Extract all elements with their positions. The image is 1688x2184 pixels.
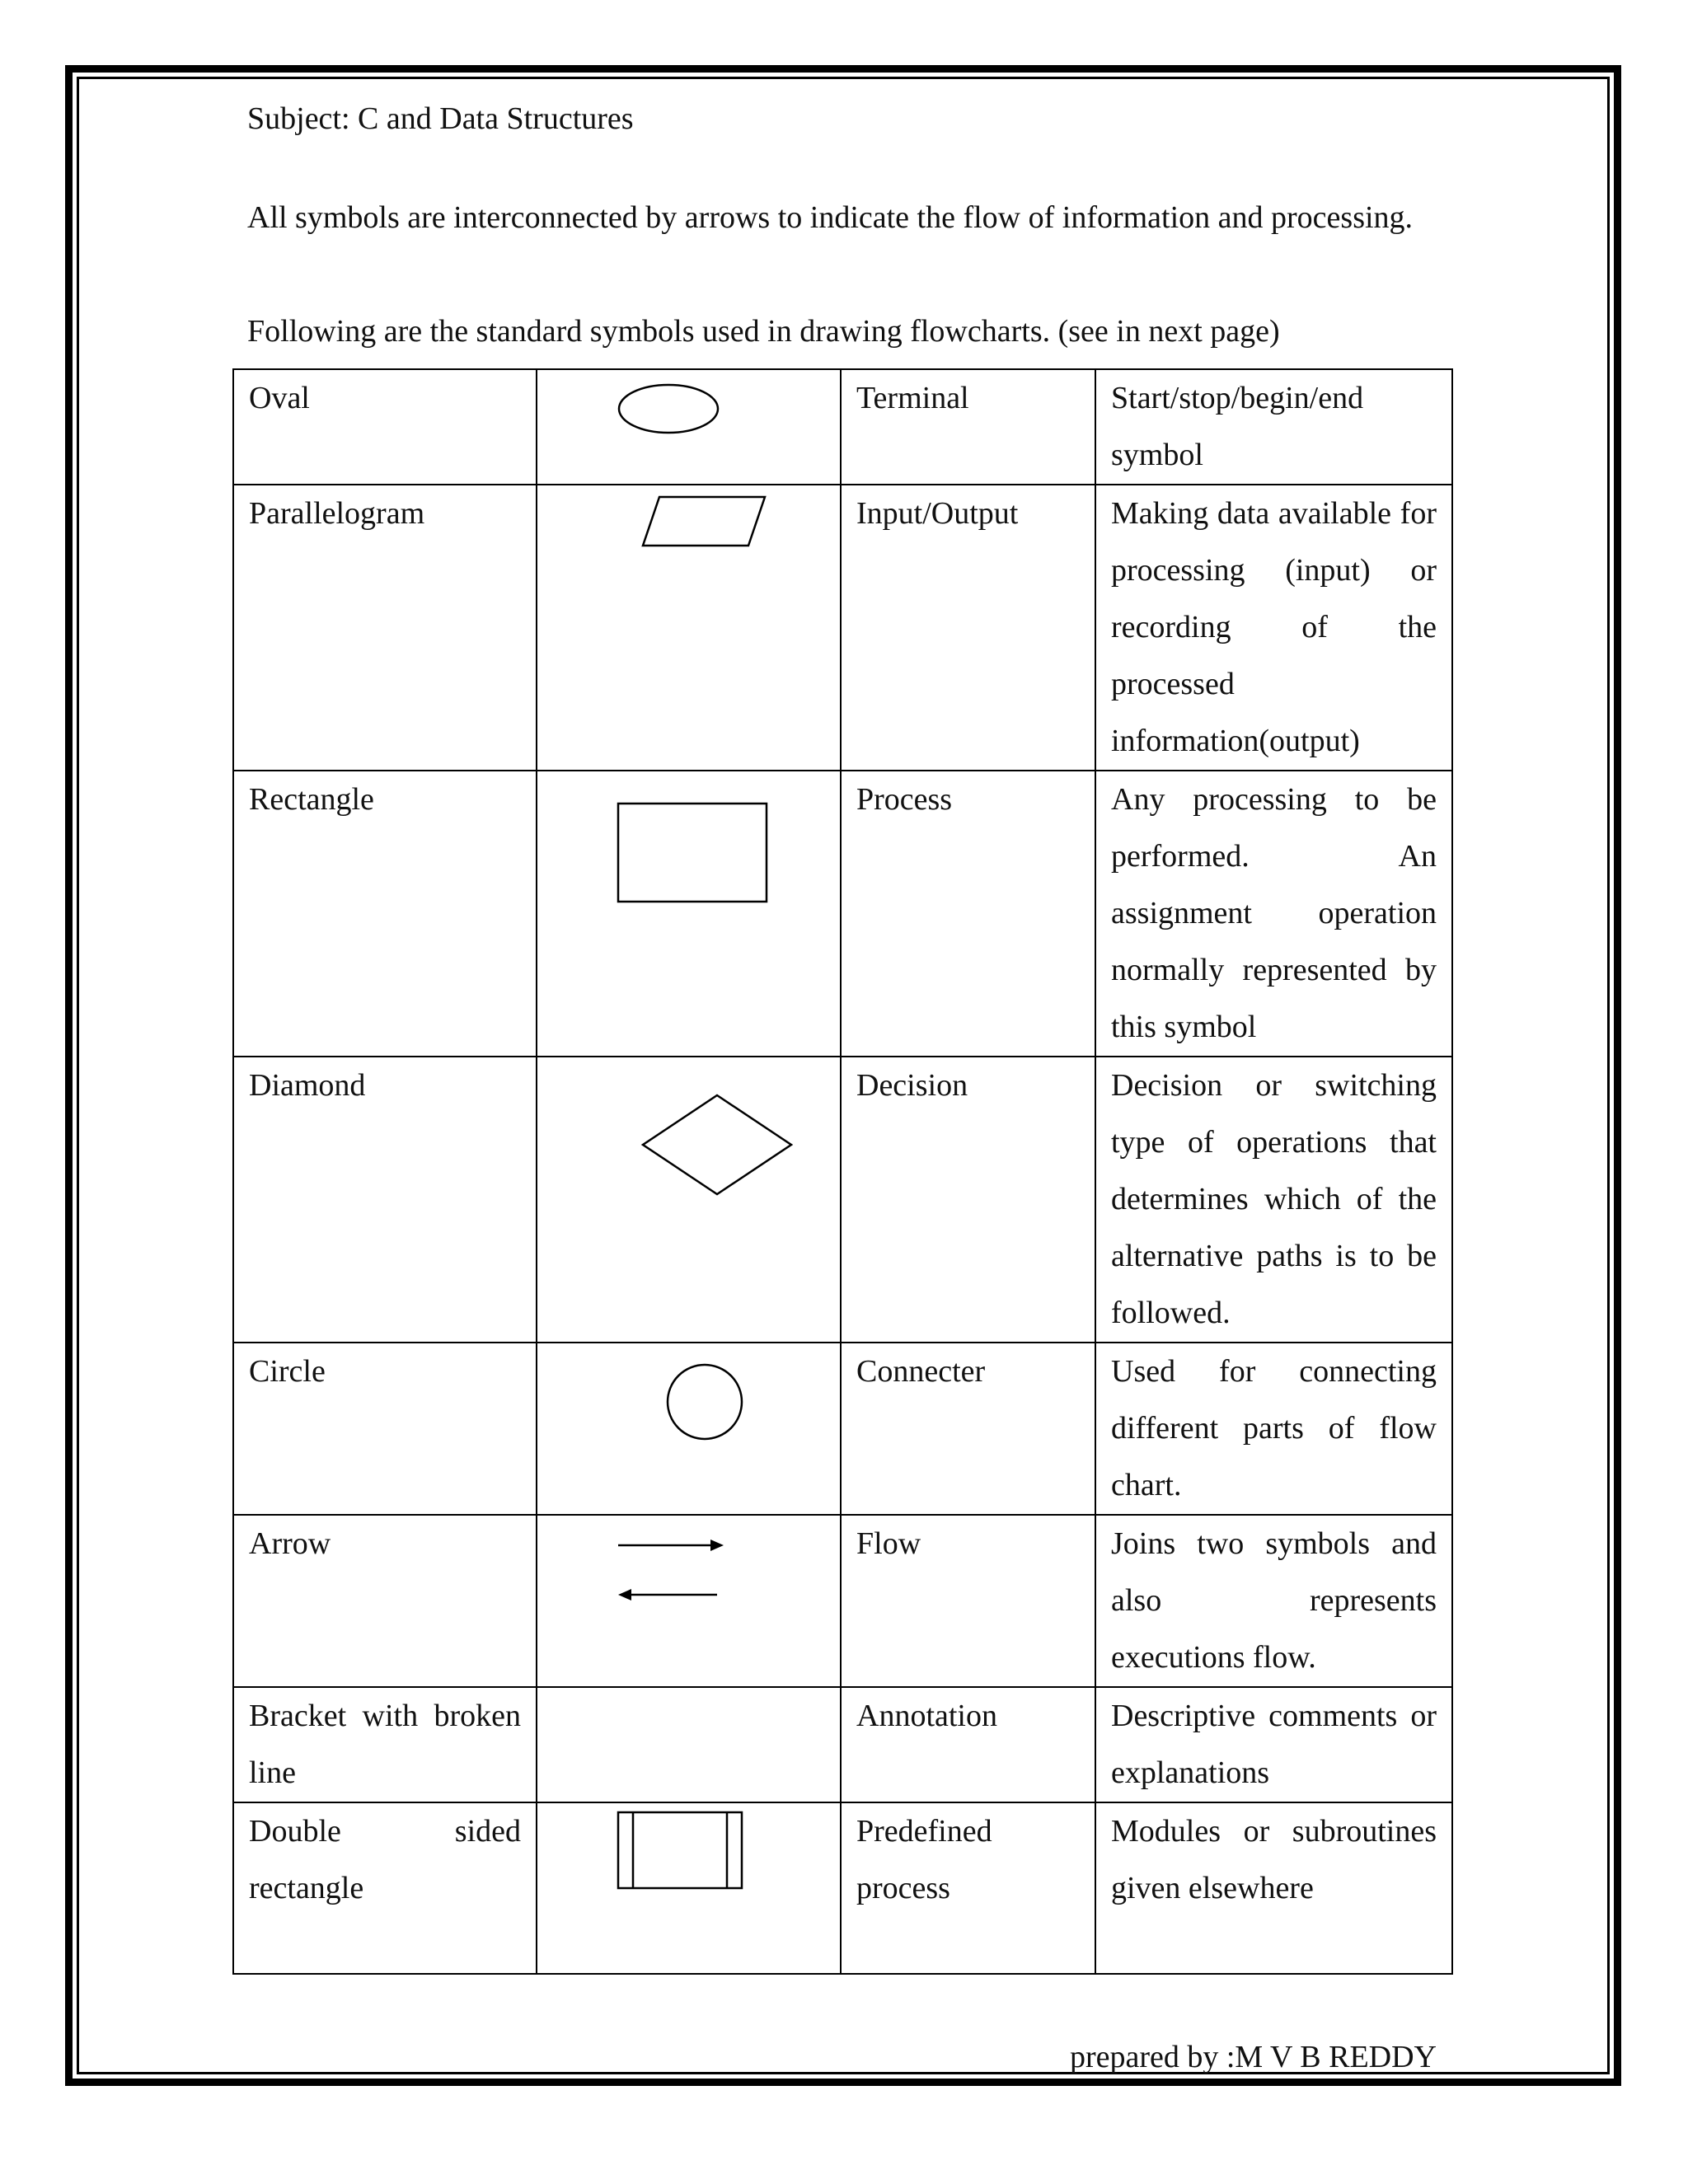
symbol-cell bbox=[537, 369, 841, 485]
symbol-function: Decision bbox=[841, 1057, 1095, 1343]
prepared-by: prepared by :M V B REDDY bbox=[1069, 2040, 1437, 2074]
symbol-name: Double sided rectangle bbox=[233, 1802, 537, 1974]
symbol-description: Modules or subroutines given elsewhere bbox=[1095, 1802, 1452, 1974]
symbol-function: Connecter bbox=[841, 1343, 1095, 1515]
symbol-function: Annotation bbox=[841, 1687, 1095, 1802]
intro-paragraph-2: Following are the standard symbols used in drawing flowcharts. (see in next page) bbox=[247, 314, 1280, 349]
parallelogram-icon bbox=[537, 485, 842, 771]
symbol-name: Rectangle bbox=[233, 771, 537, 1057]
symbol-description: Used for connecting different parts of flow chart. bbox=[1095, 1343, 1452, 1515]
table-row bbox=[233, 1515, 1452, 1687]
symbol-function: Process bbox=[841, 771, 1095, 1057]
symbol-name: Bracket with broken line bbox=[233, 1687, 537, 1802]
flowchart-symbols-table bbox=[232, 368, 1453, 1975]
symbol-function: Input/Output bbox=[841, 485, 1095, 771]
table-row bbox=[233, 1802, 1452, 1974]
circle-icon bbox=[537, 1343, 842, 1515]
symbol-cell bbox=[537, 485, 841, 771]
symbol-description: Start/stop/begin/end symbol bbox=[1095, 369, 1452, 485]
subject-heading: Subject: C and Data Structures bbox=[247, 101, 634, 136]
symbol-cell bbox=[537, 1687, 841, 1802]
symbol-description: Any processing to be performed. An assignment operation normally represented by this symbol bbox=[1095, 771, 1452, 1057]
symbol-function: Terminal bbox=[841, 369, 1095, 485]
table-row bbox=[233, 1057, 1452, 1343]
intro-paragraph: All symbols are interconnected by arrows to indicate the flow of information and processing. bbox=[247, 200, 1414, 235]
symbol-cell bbox=[537, 1802, 841, 1974]
symbol-description: Decision or switching type of operations that determines which of the alternative paths is to be followed. bbox=[1095, 1057, 1452, 1343]
table-row bbox=[233, 369, 1452, 485]
symbol-description: Joins two symbols and also represents executions flow. bbox=[1095, 1515, 1452, 1687]
arrows-icon bbox=[537, 1516, 842, 1687]
symbol-name: Diamond bbox=[233, 1057, 537, 1343]
oval-icon bbox=[537, 370, 842, 485]
table-row bbox=[233, 771, 1452, 1057]
symbol-function: Flow bbox=[841, 1515, 1095, 1687]
rectangle-icon bbox=[537, 771, 842, 1057]
symbol-cell bbox=[537, 1343, 841, 1515]
symbol-name: Arrow bbox=[233, 1515, 537, 1687]
symbol-name: Oval bbox=[233, 369, 537, 485]
symbol-name: Parallelogram bbox=[233, 485, 537, 771]
table-row bbox=[233, 485, 1452, 771]
symbol-name: Circle bbox=[233, 1343, 537, 1515]
double-sided-rectangle-icon bbox=[537, 1803, 842, 1975]
diamond-icon bbox=[537, 1057, 842, 1343]
symbol-description: Making data available for processing (input) or recording of the processed information(output) bbox=[1095, 485, 1452, 771]
symbol-description: Descriptive comments or explanations bbox=[1095, 1687, 1452, 1802]
symbol-function: Predefined process bbox=[841, 1802, 1095, 1974]
symbol-cell bbox=[537, 1515, 841, 1687]
table-row bbox=[233, 1687, 1452, 1802]
symbol-cell bbox=[537, 1057, 841, 1343]
symbol-cell bbox=[537, 771, 841, 1057]
table-row bbox=[233, 1343, 1452, 1515]
